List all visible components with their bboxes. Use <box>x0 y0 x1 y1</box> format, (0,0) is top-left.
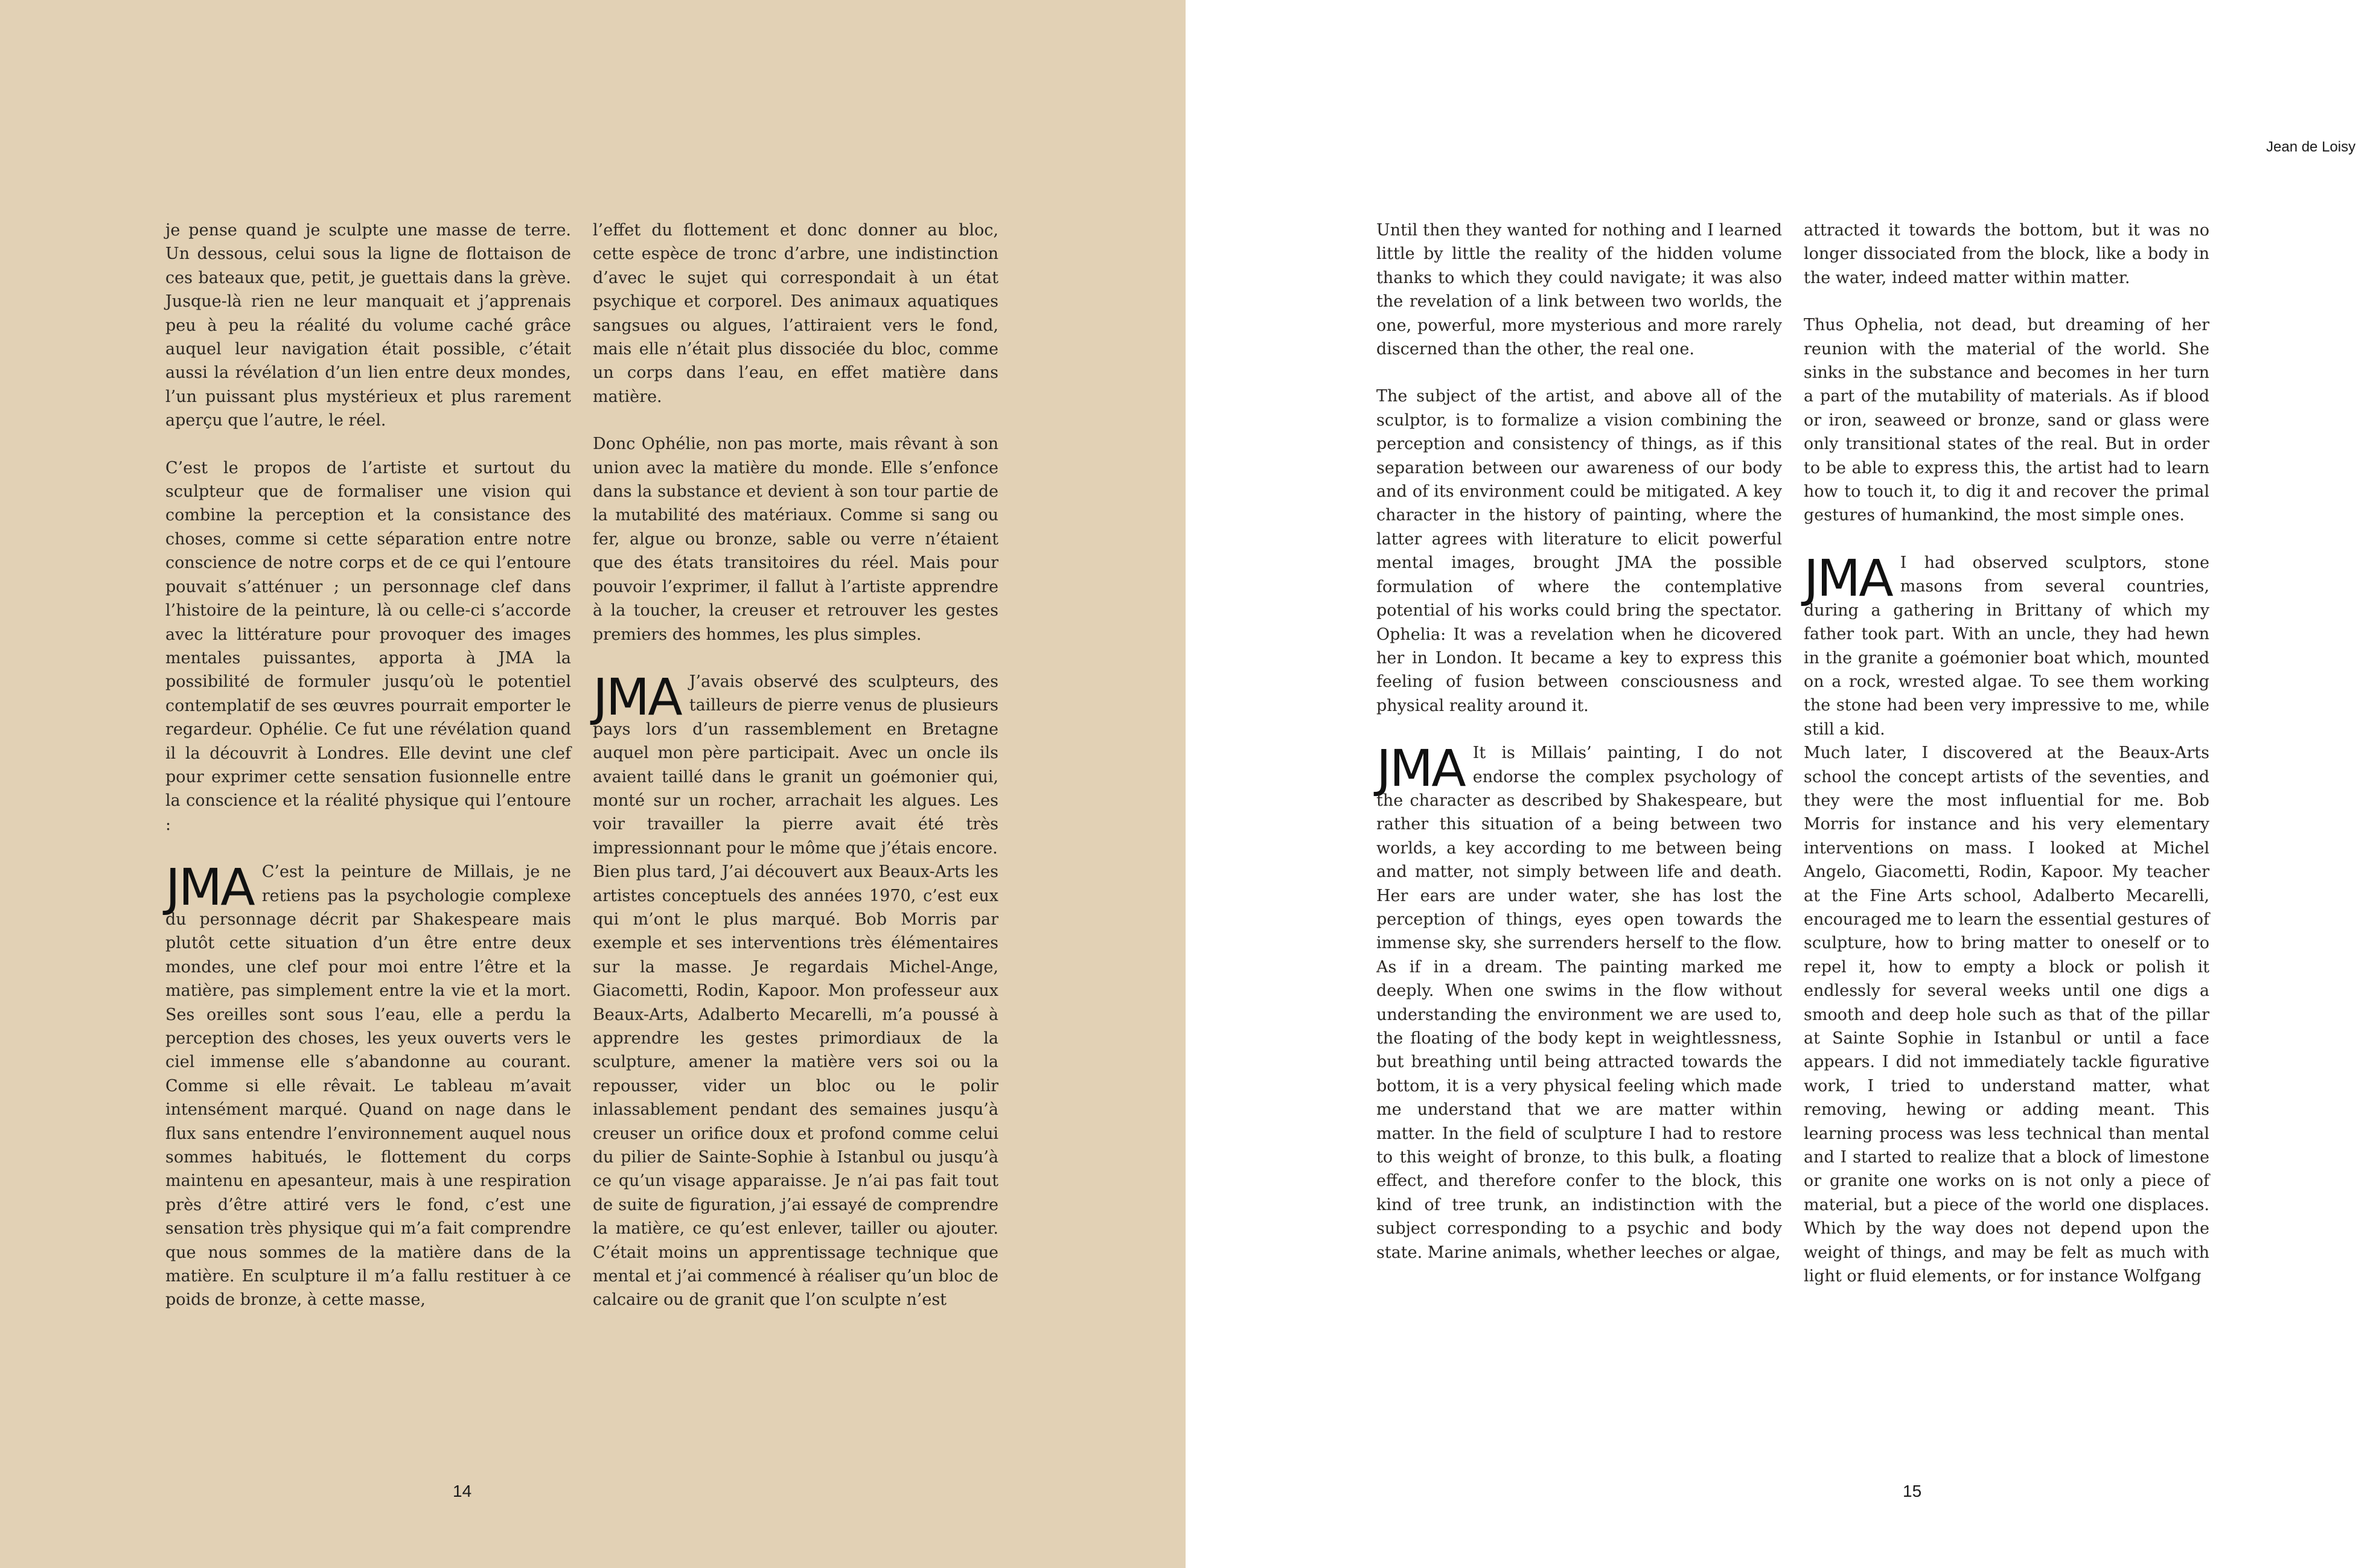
paragraph: Thus Ophelia, not dead, but dreaming of her reunion with the material of the world. She sinks in the substance and becomes in her turn a part of the mutability of materials. As if blood or iron, seaweed or bronze, sand or glass were only transitional states of the real. But in order to be able to express this, the artist had to learn how to touch it, to dig it and recover the primal gestures of humankind, the most simple ones. <box>1804 316 2209 525</box>
interview-paragraph <box>593 667 998 860</box>
speaker-initials: JMA <box>1804 548 1892 608</box>
speaker-initials: JMA <box>593 667 681 727</box>
paragraph-text: I had observed sculptors, stone masons from several countries, during a gathering in Brittany of which my father took part. With an uncle, they had hewn in the granite a goémonier boat which, mounted on a rock, wrested algae. To see them working the stone had been very impressive to me, while still a kid. <box>1804 553 2209 739</box>
paragraph: Until then they wanted for nothing and I learned little by little the reality of the hidden volume thanks to which they could navigate; it was also the revelation of a link between two worlds, the one, powerful, more mysterious and more rarely discerned than the other, the real one. <box>1376 221 1782 359</box>
paragraph-text: J’avais observé des sculpteurs, des tailleurs de pierre venus de plusieurs pays lors d’un rassemblement en Bretagne auquel mon père participait. Avec un oncle ils avaient taillé dans le granit un goémonier qui, monté sur un rocher, arrachait les algues. Les voir travailler la pierre avait été très impressionnant pour le môme que j’étais encore. <box>593 672 998 858</box>
right-column-1 <box>1376 218 1782 1288</box>
paragraph-text: It is Millais’ painting, I do not endorse the complex psychology of the character as described by Shakespeare, but rather this situation of a being between two worlds, a key according to me between being and matter, not simply between life and death. Her ears are under water, she has lost the perception of things, eyes open towards the immense sky, she surrenders herself to the flow. As if in a dream. The painting marked me deeply. When one swims in the flow without understanding the environment we are used to, the floating of the body kept in weightlessness, but breathing until being attracted towards the bottom, it is a very physical feeling which made me understand that we are matter within matter. In the field of sculpture I had to restore to this weight of bronze, to this bulk, a floating effect, and therefore confer to the block, this kind of tree trunk, an indistinction with the subject corresponding to a psychic and body state. Marine animals, whether leeches or algae, <box>1376 744 1782 1262</box>
paragraph: l’effet du flottement et donc donner au bloc, cette espèce de tronc d’arbre, une indistinction d’avec le sujet qui correspondait à un état psychique et corporel. Des animaux aquatiques sangsues ou algues, l’attiraient vers le fond, mais elle n’était plus dissociée du bloc, comme un corps dans l’eau, en effet matière dans matière. <box>593 221 998 406</box>
right-column-2 <box>1804 218 2209 1311</box>
left-page <box>0 0 1186 1568</box>
left-column-2 <box>593 218 998 1336</box>
paragraph: Donc Ophélie, non pas morte, mais rêvant à son union avec la matière du monde. Elle s’enfonce dans la substance et devient à son tour partie de la mutabilité des matériaux. Comme si sang ou fer, algue ou bronze, sable ou verre n’étaient que des états transitoires du réel. Mais pour pouvoir l’exprimer, il fallut à l’artiste apprendre à la toucher, la creuser et retrouver les gestes premiers des hommes, les plus simples. <box>593 435 998 644</box>
left-column-1 <box>165 218 571 1336</box>
running-head-author: Jean de Loisy <box>2266 139 2356 155</box>
paragraph: Bien plus tard, J’ai découvert aux Beaux-Arts les artistes conceptuels des années 1970, c’est eux qui m’ont le plus marqué. Bob Morris par exemple et ses interventions très élémentaires sur la masse. Je regardais Michel-Ange, Giacometti, Rodin, Kapoor. Mon professeur aux Beaux-Arts, Adalberto Mecarelli, m’a poussé à apprendre les gestes primordiaux de la sculpture, amener la matière vers soi ou la repousser, vider un bloc ou le polir inlassablement pendant des semaines jusqu’à creuser un orifice doux et profond comme celui du pilier de Sainte-Sophie à Istanbul ou jusqu’à ce qu’un visage apparaisse. Je n’ai pas fait tout de suite de figuration, j’ai essayé de comprendre la matière, ce qu’est enlever, tailler ou ajouter. C’était moins un apprentissage technique que mental et j’ai commencé à réaliser qu’un bloc de calcaire ou de granit que l’on sculpte n’est <box>593 862 998 1310</box>
paragraph: je pense quand je sculpte une masse de terre. Un dessous, celui sous la ligne de flottaison de ces bateaux que, petit, je guettais dans la grève. Jusque-là rien ne leur manquait et j’apprenais peu à peu la réalité du volume caché grâce auquel leur navigation était possible, c’était aussi la révélation d’un lien entre deux mondes, l’un puissant plus mystérieux et plus rarement aperçu que l’autre, le réel. <box>165 221 571 430</box>
paragraph: C’est le propos de l’artiste et surtout du sculpteur que de formaliser une vision qui combine la perception et la consistance des choses, comme si cette séparation entre notre conscience de notre corps et de ce qui l’entoure pouvait s’atténuer ; un personnage clef dans l’histoire de la peinture, là ou celle-ci s’accorde avec la littérature pour provoquer des images mentales puissantes, apporta à JMA la possibilité de formuler jusqu’où le potentiel contemplatif de ses œuvres pourrait emporter le regardeur. Ophélie. Ce fut une révélation quand il la découvrit à Londres. Elle devint une clef pour exprimer cette sensation fusionnelle entre la conscience et la réalité physique qui l’entoure : <box>165 458 571 834</box>
speaker-initials: JMA <box>165 858 254 917</box>
interview-paragraph <box>1376 741 1782 1264</box>
interview-paragraph <box>1804 548 2209 741</box>
paragraph-text: C’est la peinture de Millais, je ne retiens pas la psychologie complexe du personnage décrit par Shakespeare mais plutôt cette situation d’un être entre deux mondes, une clef pour moi entre l’être et la matière, pas simplement entre la vie et la mort. Ses oreilles sont sous l’eau, elle a perdu la perception des choses, les yeux ouverts vers le ciel immense elle s’abandonne au courant. Comme si elle rêvait. Le tableau m’avait intensément marqué. Quand on nage dans le flux sans entendre l’environnement auquel nous sommes habitués, le flottement du corps maintenu en apesanteur, mais à une respiration près d’être attiré vers le fond, c’est une sensation très physique qui m’a fait comprendre que nous sommes de la matière dans de la matière. En sculpture il m’a fallu restituer à ce poids de bronze, à cette masse, <box>165 862 571 1310</box>
page-number: 14 <box>453 1482 472 1500</box>
page-number: 15 <box>1903 1482 1922 1500</box>
paragraph: The subject of the artist, and above all of the sculptor, is to formalize a vision combining the perception and consistency of things, as if this separation between our awareness of our body and of its environment could be mitigated. A key character in the history of painting, where the latter agrees with literature to elicit powerful mental images, brought JMA the possible formulation of where the contemplative potential of his works could bring the spectator. Ophelia: It was a revelation when he dicovered her in London. It became a key to express this feeling of fusion between consciousness and physical reality around it. <box>1376 387 1782 715</box>
interview-paragraph <box>165 860 571 1312</box>
speaker-initials: JMA <box>1376 739 1464 798</box>
paragraph: Much later, I discovered at the Beaux-Arts school the concept artists of the seventies, and they were the most influential for me. Bob Morris for instance and his very elementary interventions on mass. I looked at Michel Angelo, Giacometti, Rodin, Kapoor. My teacher at the Fine Arts school, Adalberto Mecarelli, encouraged me to learn the essential gestures of sculpture, how to bring matter to oneself or to repel it, how to empty a block or polish it endlessly for several weeks until one digs a smooth and deep hole such as that of the pillar at Sainte Sophie in Istanbul or until a face appears. I did not immediately tackle figurative work, I tried to understand matter, what removing, hewing or adding meant. This learning process was less technical than mental and I started to realize that a block of limestone or granite one works on is not only a piece of material, but a piece of the world one displaces. Which by the way does not depend upon the weight of things, and may be felt as much with light or fluid elements, or for instance Wolfgang <box>1804 744 2209 1286</box>
right-page <box>1186 0 2376 1568</box>
paragraph: attracted it towards the bottom, but it was no longer dissociated from the block, like a body in the water, indeed matter within matter. <box>1804 221 2209 287</box>
